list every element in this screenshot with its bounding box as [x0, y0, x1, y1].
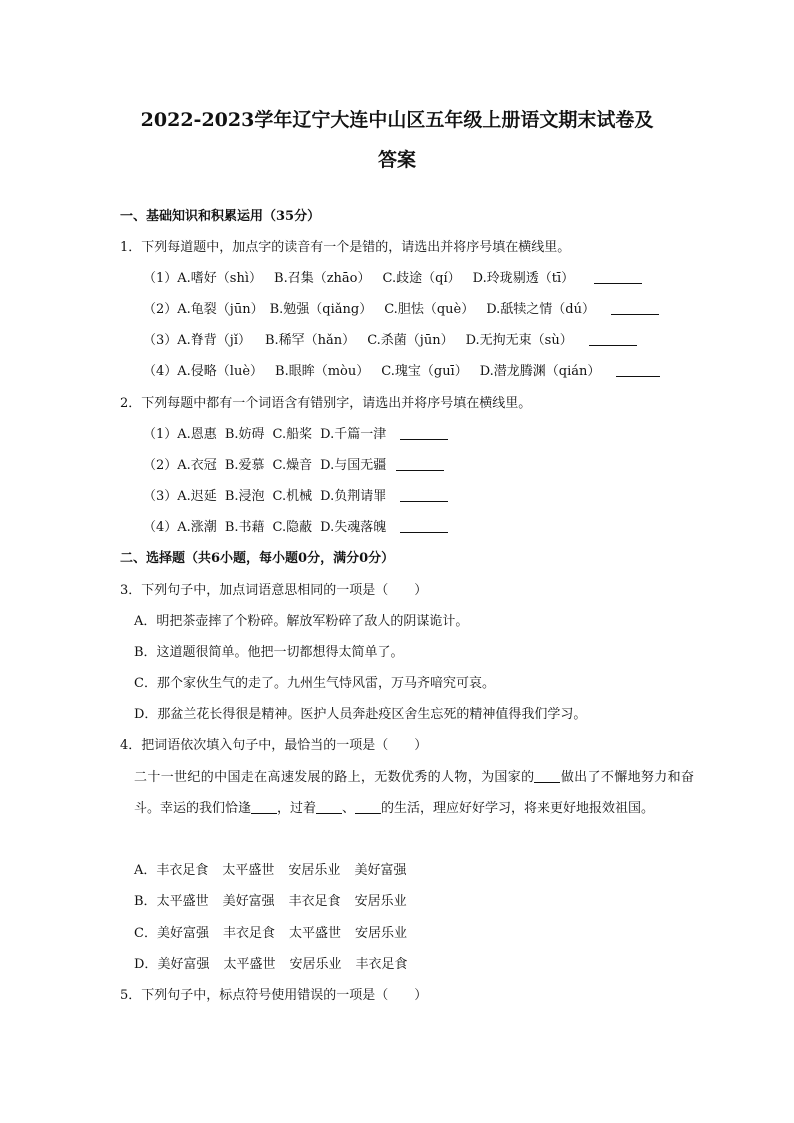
option-c: C.歧途（qí）	[382, 271, 461, 286]
q4-option-c[interactable]	[134, 924, 421, 944]
option-word: 安居乐业	[289, 957, 342, 972]
option-word: 美好富强	[156, 926, 209, 941]
option-c: C.瑰宝（guī）	[381, 364, 468, 379]
passage-text: 、	[342, 801, 356, 816]
q3-option-a[interactable]: A．明把茶壶摔了个粉碎。解放军粉碎了敌人的阴谋诡计。	[134, 614, 469, 629]
option-c: C.杀菌（jūn）	[367, 333, 454, 348]
q4-option-d[interactable]	[134, 955, 422, 975]
q3-option-b[interactable]: B．这道题很简单。他把一切都想得太简单了。	[134, 645, 404, 660]
option-word: 太平盛世	[288, 926, 341, 941]
option-d: D.千篇一津	[320, 427, 387, 442]
q1-item-1	[143, 269, 642, 289]
option-label: C．	[134, 926, 157, 941]
option-word: 太平盛世	[223, 957, 276, 972]
option-c: C.船桨	[272, 427, 313, 442]
option-d: D.失魂落魄	[320, 520, 387, 535]
option-word: 安居乐业	[288, 863, 341, 878]
option-label: D．	[134, 957, 158, 972]
q4-passage	[134, 762, 694, 824]
fill-blank-1[interactable]	[534, 768, 560, 783]
q5-stem: 5．下列句子中，标点符号使用错误的一项是（ ）	[120, 988, 428, 1003]
option-c: C.燥音	[272, 458, 313, 473]
answer-blank[interactable]	[616, 362, 660, 377]
answer-blank[interactable]	[611, 300, 659, 315]
passage-text: 做出了不懈地努力和奋斗。幸运的我们恰逢	[134, 770, 694, 816]
option-word: 安居乐业	[355, 926, 408, 941]
q3-stem: 3．下列句子中，加点词语意思相同的一项是（ ）	[120, 583, 428, 598]
option-c: C.隐蔽	[272, 520, 313, 535]
option-word: 美好富强	[354, 863, 407, 878]
option-a: A.迟延	[177, 489, 217, 504]
item-number: （3）	[143, 333, 178, 348]
option-a: A.涨潮	[177, 520, 217, 535]
option-a: A.脊背（jǐ）	[177, 333, 251, 348]
option-label: A．	[134, 863, 157, 878]
section-2-heading: 二、选择题（共6小题，每小题0分，满分0分）	[120, 551, 395, 566]
option-d: D.负荆请罪	[320, 489, 387, 504]
passage-text: 二十一世纪的中国走在高速发展的路上，无数优秀的人物，为国家的	[134, 770, 535, 785]
title-line-1: 2022-2023学年辽宁大连中山区五年级上册语文期末试卷及	[140, 109, 654, 131]
q3-option-d[interactable]: D．那盆兰花长得很是精神。医护人员奔赴疫区舍生忘死的精神值得我们学习。	[134, 707, 587, 722]
option-d: D.潜龙腾渊（qián）	[479, 364, 601, 379]
option-b: B.稀罕（hǎn）	[265, 333, 356, 348]
option-d: D.无拘无束（sù）	[465, 333, 573, 348]
item-number: （1）	[143, 271, 178, 286]
option-b: B.眼眸（mòu）	[275, 364, 370, 379]
option-b: B.爱慕	[224, 458, 265, 473]
answer-blank[interactable]	[589, 331, 637, 346]
option-a: A.恩惠	[177, 427, 217, 442]
q2-item-1	[143, 425, 448, 445]
option-word: 安居乐业	[354, 894, 407, 909]
option-word: 丰衣足食	[222, 926, 275, 941]
q2-item-4	[143, 518, 448, 538]
section-1-heading: 一、基础知识和积累运用（35分）	[120, 209, 321, 224]
passage-text: ，过着	[277, 801, 317, 816]
q4-option-a[interactable]	[134, 861, 420, 881]
option-a: A.衣冠	[177, 458, 217, 473]
item-number: （2）	[143, 302, 178, 317]
q1-item-2	[143, 300, 659, 320]
option-d: D.玲珑剔透（tī）	[472, 271, 575, 286]
answer-blank[interactable]	[400, 487, 448, 502]
option-b: B.妨碍	[224, 427, 265, 442]
option-word: 太平盛世	[222, 863, 275, 878]
q1-item-3	[143, 331, 637, 351]
answer-blank[interactable]	[594, 269, 642, 284]
option-word: 美好富强	[222, 894, 275, 909]
q1-item-4	[143, 362, 660, 382]
answer-blank[interactable]	[400, 425, 448, 440]
q2-item-2	[143, 456, 444, 476]
item-number: （4）	[143, 520, 178, 535]
q2-stem: 2．下列每题中都有一个词语含有错别字，请选出并将序号填在横线里。	[120, 396, 532, 411]
option-b: B.书藉	[224, 520, 265, 535]
page-title	[100, 100, 694, 180]
q4-stem: 4．把词语依次填入句子中，最恰当的一项是（ ）	[120, 738, 428, 753]
option-c: C.胆怯（què）	[384, 302, 475, 317]
answer-blank[interactable]	[396, 456, 444, 471]
option-word: 丰衣足食	[355, 957, 408, 972]
option-word: 美好富强	[157, 957, 210, 972]
option-word: 丰衣足食	[156, 863, 209, 878]
answer-blank[interactable]	[400, 518, 448, 533]
title-line-2: 答案	[377, 149, 416, 171]
option-label: B．	[134, 894, 157, 909]
passage-text: 的生活，理应好好学习，将来更好地报效祖国。	[381, 801, 655, 816]
option-d: D.舐犊之情（dú）	[486, 302, 596, 317]
q4-option-b[interactable]	[134, 892, 421, 912]
option-a: A.侵略（luè）	[177, 364, 264, 379]
option-word: 丰衣足食	[288, 894, 341, 909]
option-a: A.龟裂（jūn）	[177, 302, 264, 317]
item-number: （1）	[143, 427, 178, 442]
option-b: B.召集（zhāo）	[274, 271, 371, 286]
fill-blank-2[interactable]	[251, 799, 277, 814]
option-word: 太平盛世	[156, 894, 209, 909]
item-number: （3）	[143, 489, 178, 504]
option-b: B.浸泡	[224, 489, 265, 504]
fill-blank-4[interactable]	[355, 799, 381, 814]
q1-stem: 1．下列每道题中，加点字的读音有一个是错的，请选出并将序号填在横线里。	[120, 240, 571, 255]
item-number: （4）	[143, 364, 178, 379]
option-d: D.与国无疆	[320, 458, 387, 473]
q2-item-3	[143, 487, 448, 507]
option-c: C.机械	[272, 489, 313, 504]
item-number: （2）	[143, 458, 178, 473]
fill-blank-3[interactable]	[316, 799, 342, 814]
option-a: A.嗜好（shì）	[177, 271, 263, 286]
q3-option-c[interactable]: C．那个家伙生气的走了。九州生气恃风雷，万马齐喑究可哀。	[134, 676, 495, 691]
option-b: B.勉强（qiǎng）	[269, 302, 373, 317]
